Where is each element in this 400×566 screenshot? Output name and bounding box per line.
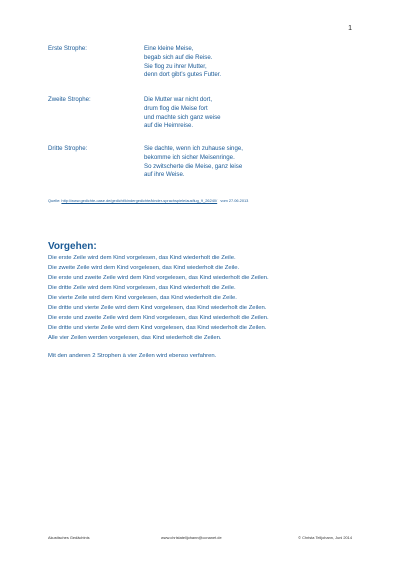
procedure-heading: Vorgehen: — [48, 241, 97, 252]
stanza-label: Erste Strophe: — [48, 45, 87, 52]
procedure-step: Die dritte und vierte Zeile wird dem Kind vorgelesen, das Kind wiederholt die Zeilen. — [48, 325, 267, 331]
procedure-step: Die dritte und vierte Zeile wird dem Kind vorgelesen, das Kind wiederholt die Zeilen. — [48, 305, 267, 311]
verse-line: Die Mutter war nicht dort, — [144, 96, 213, 103]
verse-line: auf die Heimreise. — [144, 122, 194, 130]
procedure-step: Die dritte Zeile wird dem Kind vorgelesen, das Kind wiederholt die Zeile. — [48, 285, 236, 291]
verse-line: begab sich auf die Reise. — [144, 53, 213, 61]
verse-line: denn dort gibt’s gutes Futter. — [144, 71, 222, 79]
source-prefix: Quelle: — [48, 198, 61, 203]
procedure-step: Die erste und zweite Zeile wird dem Kind vorgelesen, das Kind wiederholt die Zeilen. — [48, 275, 269, 281]
page-number: 1 — [348, 25, 352, 32]
stanza-label: Dritte Strophe: — [48, 145, 88, 152]
verse-line: Sie dachte, wenn ich zuhause singe, — [144, 145, 243, 152]
procedure-step: Die erste Zeile wird dem Kind vorgelesen, das Kind wiederholt die Zeile. — [48, 255, 236, 261]
procedure-step: Die vierte Zeile wird dem Kind vorgelesen, das Kind wiederholt die Zeile. — [48, 295, 237, 301]
source-date: vom 27.06.2013 — [220, 198, 249, 203]
footer-title: Akustisches Gedächtnis — [48, 535, 90, 540]
source-link[interactable]: http://www.gedichte-oase.de/gedicht/kindergedichte/kinder-sprachspiele/ausflug_9_26240/ — [61, 198, 218, 203]
verse-line: drum flog die Meise fort — [144, 104, 208, 112]
procedure-summary: Mit den anderen 2 Strophen à vier Zeilen wird ebenso verfahren. — [48, 353, 217, 359]
source-citation — [48, 198, 248, 203]
stanza-lines — [144, 45, 221, 80]
verse-line: und machte sich ganz weise — [144, 113, 221, 121]
verse-line: Sie flog zu ihrer Mutter, — [144, 62, 207, 70]
procedure-steps — [48, 253, 269, 343]
verse-line: Eine kleine Meise, — [144, 45, 194, 52]
procedure-step: Alle vier Zeilen werden vorgelesen, das Kind wiederholt die Zeilen. — [48, 335, 222, 341]
stanza-lines — [144, 145, 243, 180]
footer-copyright: © Christa Telljohann, Juni 2014 — [298, 535, 352, 540]
procedure-step: Die zweite Zeile wird dem Kind vorgelesen, das Kind wiederholt die Zeile. — [48, 265, 240, 271]
stanza-label: Zweite Strophe: — [48, 96, 91, 103]
verse-line: auf ihre Weise. — [144, 171, 185, 179]
verse-line: bekomme ich sicher Meisenringe. — [144, 153, 235, 161]
verse-line: So zwitscherte die Meise, ganz leise — [144, 162, 243, 170]
stanza-lines — [144, 96, 221, 131]
procedure-step: Die erste und zweite Zeile wird dem Kind vorgelesen, das Kind wiederholt die Zeilen. — [48, 315, 269, 321]
footer-contact: www.christatelljohann@conanet.de — [161, 535, 222, 540]
